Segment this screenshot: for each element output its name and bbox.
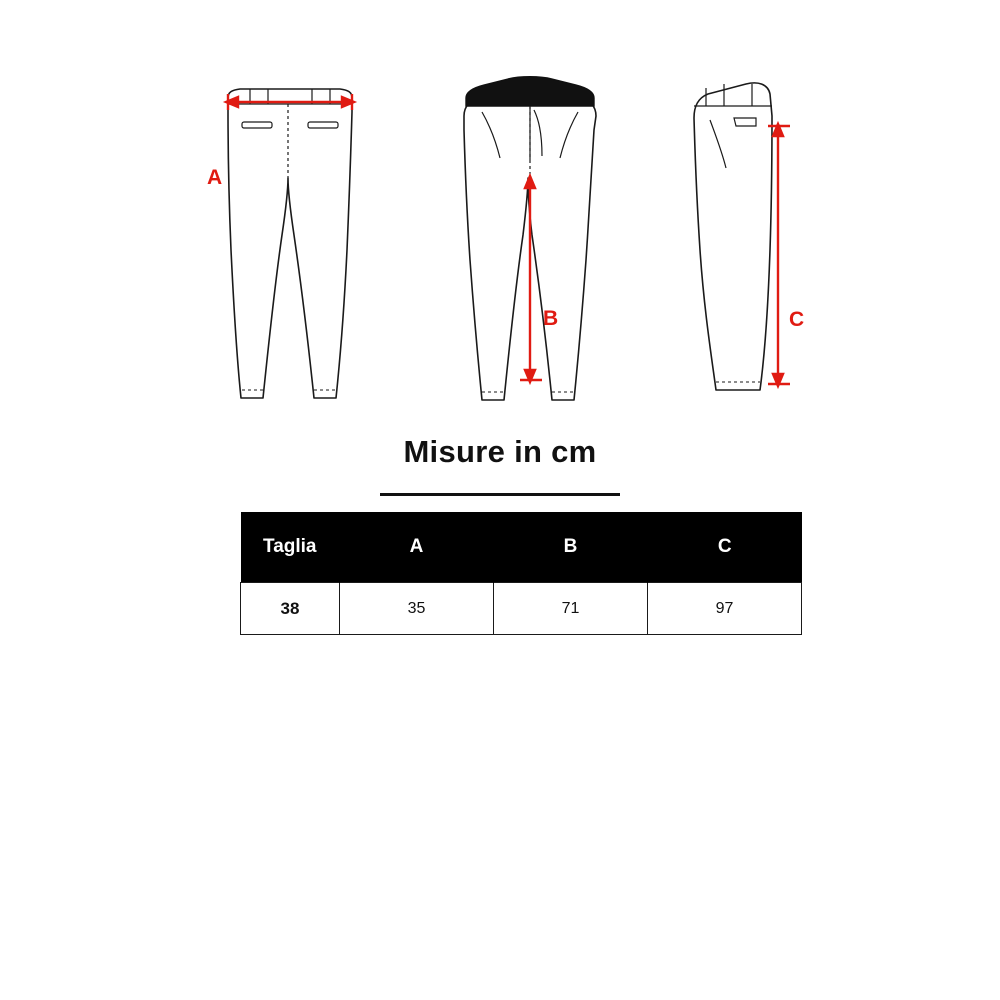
- front-view-figure: [190, 60, 390, 425]
- measure-arrow-a: [190, 82, 390, 142]
- measure-label-c: C: [789, 308, 805, 331]
- table-header-taglia: Taglia: [241, 512, 340, 583]
- title-divider: [380, 493, 620, 496]
- size-table: [240, 512, 802, 635]
- table-header-c: C: [648, 512, 802, 583]
- cell-a: 35: [340, 583, 494, 635]
- table-header-a: A: [340, 512, 494, 583]
- cell-c: 97: [648, 583, 802, 635]
- table-header-row: [241, 512, 802, 583]
- cell-size: 38: [241, 583, 340, 635]
- table-header-b: B: [494, 512, 648, 583]
- back-view-figure: [430, 60, 630, 425]
- trouser-illustrations: [0, 60, 1000, 420]
- table-row: [241, 583, 802, 635]
- measure-arrow-b: [430, 60, 630, 420]
- measure-label-b: B: [543, 307, 559, 330]
- cell-b: 71: [494, 583, 648, 635]
- page-title: Misure in cm: [403, 434, 597, 469]
- measure-arrow-c: [660, 60, 840, 420]
- measure-label-a: A: [207, 166, 223, 189]
- side-view-figure: [660, 60, 840, 425]
